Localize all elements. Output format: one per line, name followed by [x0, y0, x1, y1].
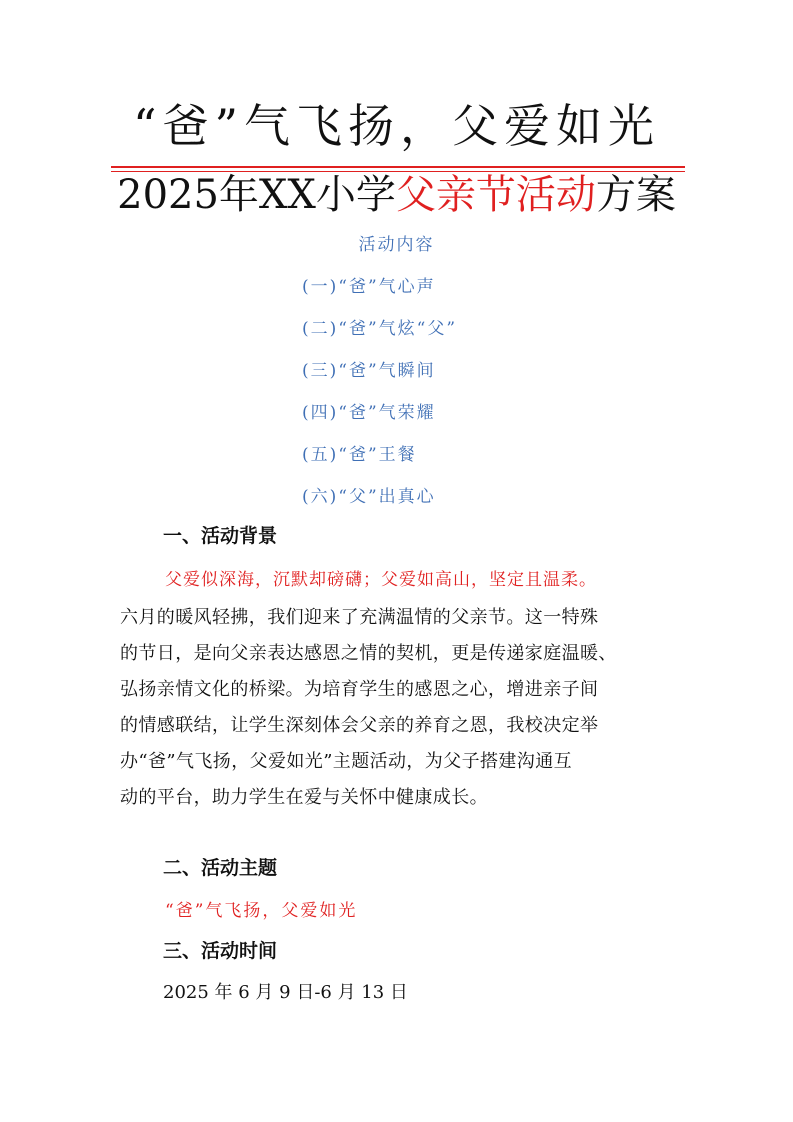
subtitle-highlight: 父亲节活动 [395, 172, 596, 218]
toc-item[interactable]: (五)“爸”王餐 [302, 445, 417, 465]
toc-heading: 活动内容 [358, 235, 435, 255]
toc-item[interactable]: (二)“爸”气炫“父” [302, 319, 458, 339]
document-title: “爸”气飞扬，父爱如光 [132, 99, 661, 153]
activity-date: 2025 年 6 月 9 日-6 月 13 日 [163, 982, 408, 1003]
paragraph-line: 六月的暖风轻拂，我们迎来了充满温情的父亲节。这一特殊 [120, 607, 599, 628]
section-heading-background: 一、活动背景 [163, 525, 278, 547]
document-subtitle [0, 170, 793, 220]
activity-theme: “爸”气飞扬，父爱如光 [165, 901, 358, 921]
paragraph-line: 弘扬亲情文化的桥梁。为培育学生的感恩之心，增进亲子间 [120, 679, 599, 700]
section-heading-theme: 二、活动主题 [163, 857, 278, 879]
toc-item[interactable]: (一)“爸”气心声 [302, 277, 436, 297]
toc-item[interactable]: (三)“爸”气瞬间 [302, 361, 436, 381]
title-divider [111, 166, 685, 168]
background-paragraph [120, 600, 675, 816]
paragraph-line: 办“爸”气飞扬，父爱如光”主题活动，为父子搭建沟通互 [120, 751, 573, 772]
paragraph-line: 的情感联结，让学生深刻体会父亲的养育之恩，我校决定举 [120, 715, 599, 736]
background-quote: 父爱似深海，沉默却磅礴；父爱如高山，坚定且温柔。 [165, 570, 597, 590]
subtitle-prefix: 2025年XX小学 [117, 172, 396, 218]
subtitle-suffix: 方案 [595, 172, 676, 218]
paragraph-line: 动的平台，助力学生在爱与关怀中健康成长。 [120, 787, 488, 808]
toc-item[interactable]: (六)“父”出真心 [302, 487, 436, 507]
toc-item[interactable]: (四)“爸”气荣耀 [302, 403, 436, 423]
paragraph-line: 的节日，是向父亲表达感恩之情的契机，更是传递家庭温暖、 [120, 643, 617, 664]
section-heading-time: 三、活动时间 [163, 940, 278, 962]
